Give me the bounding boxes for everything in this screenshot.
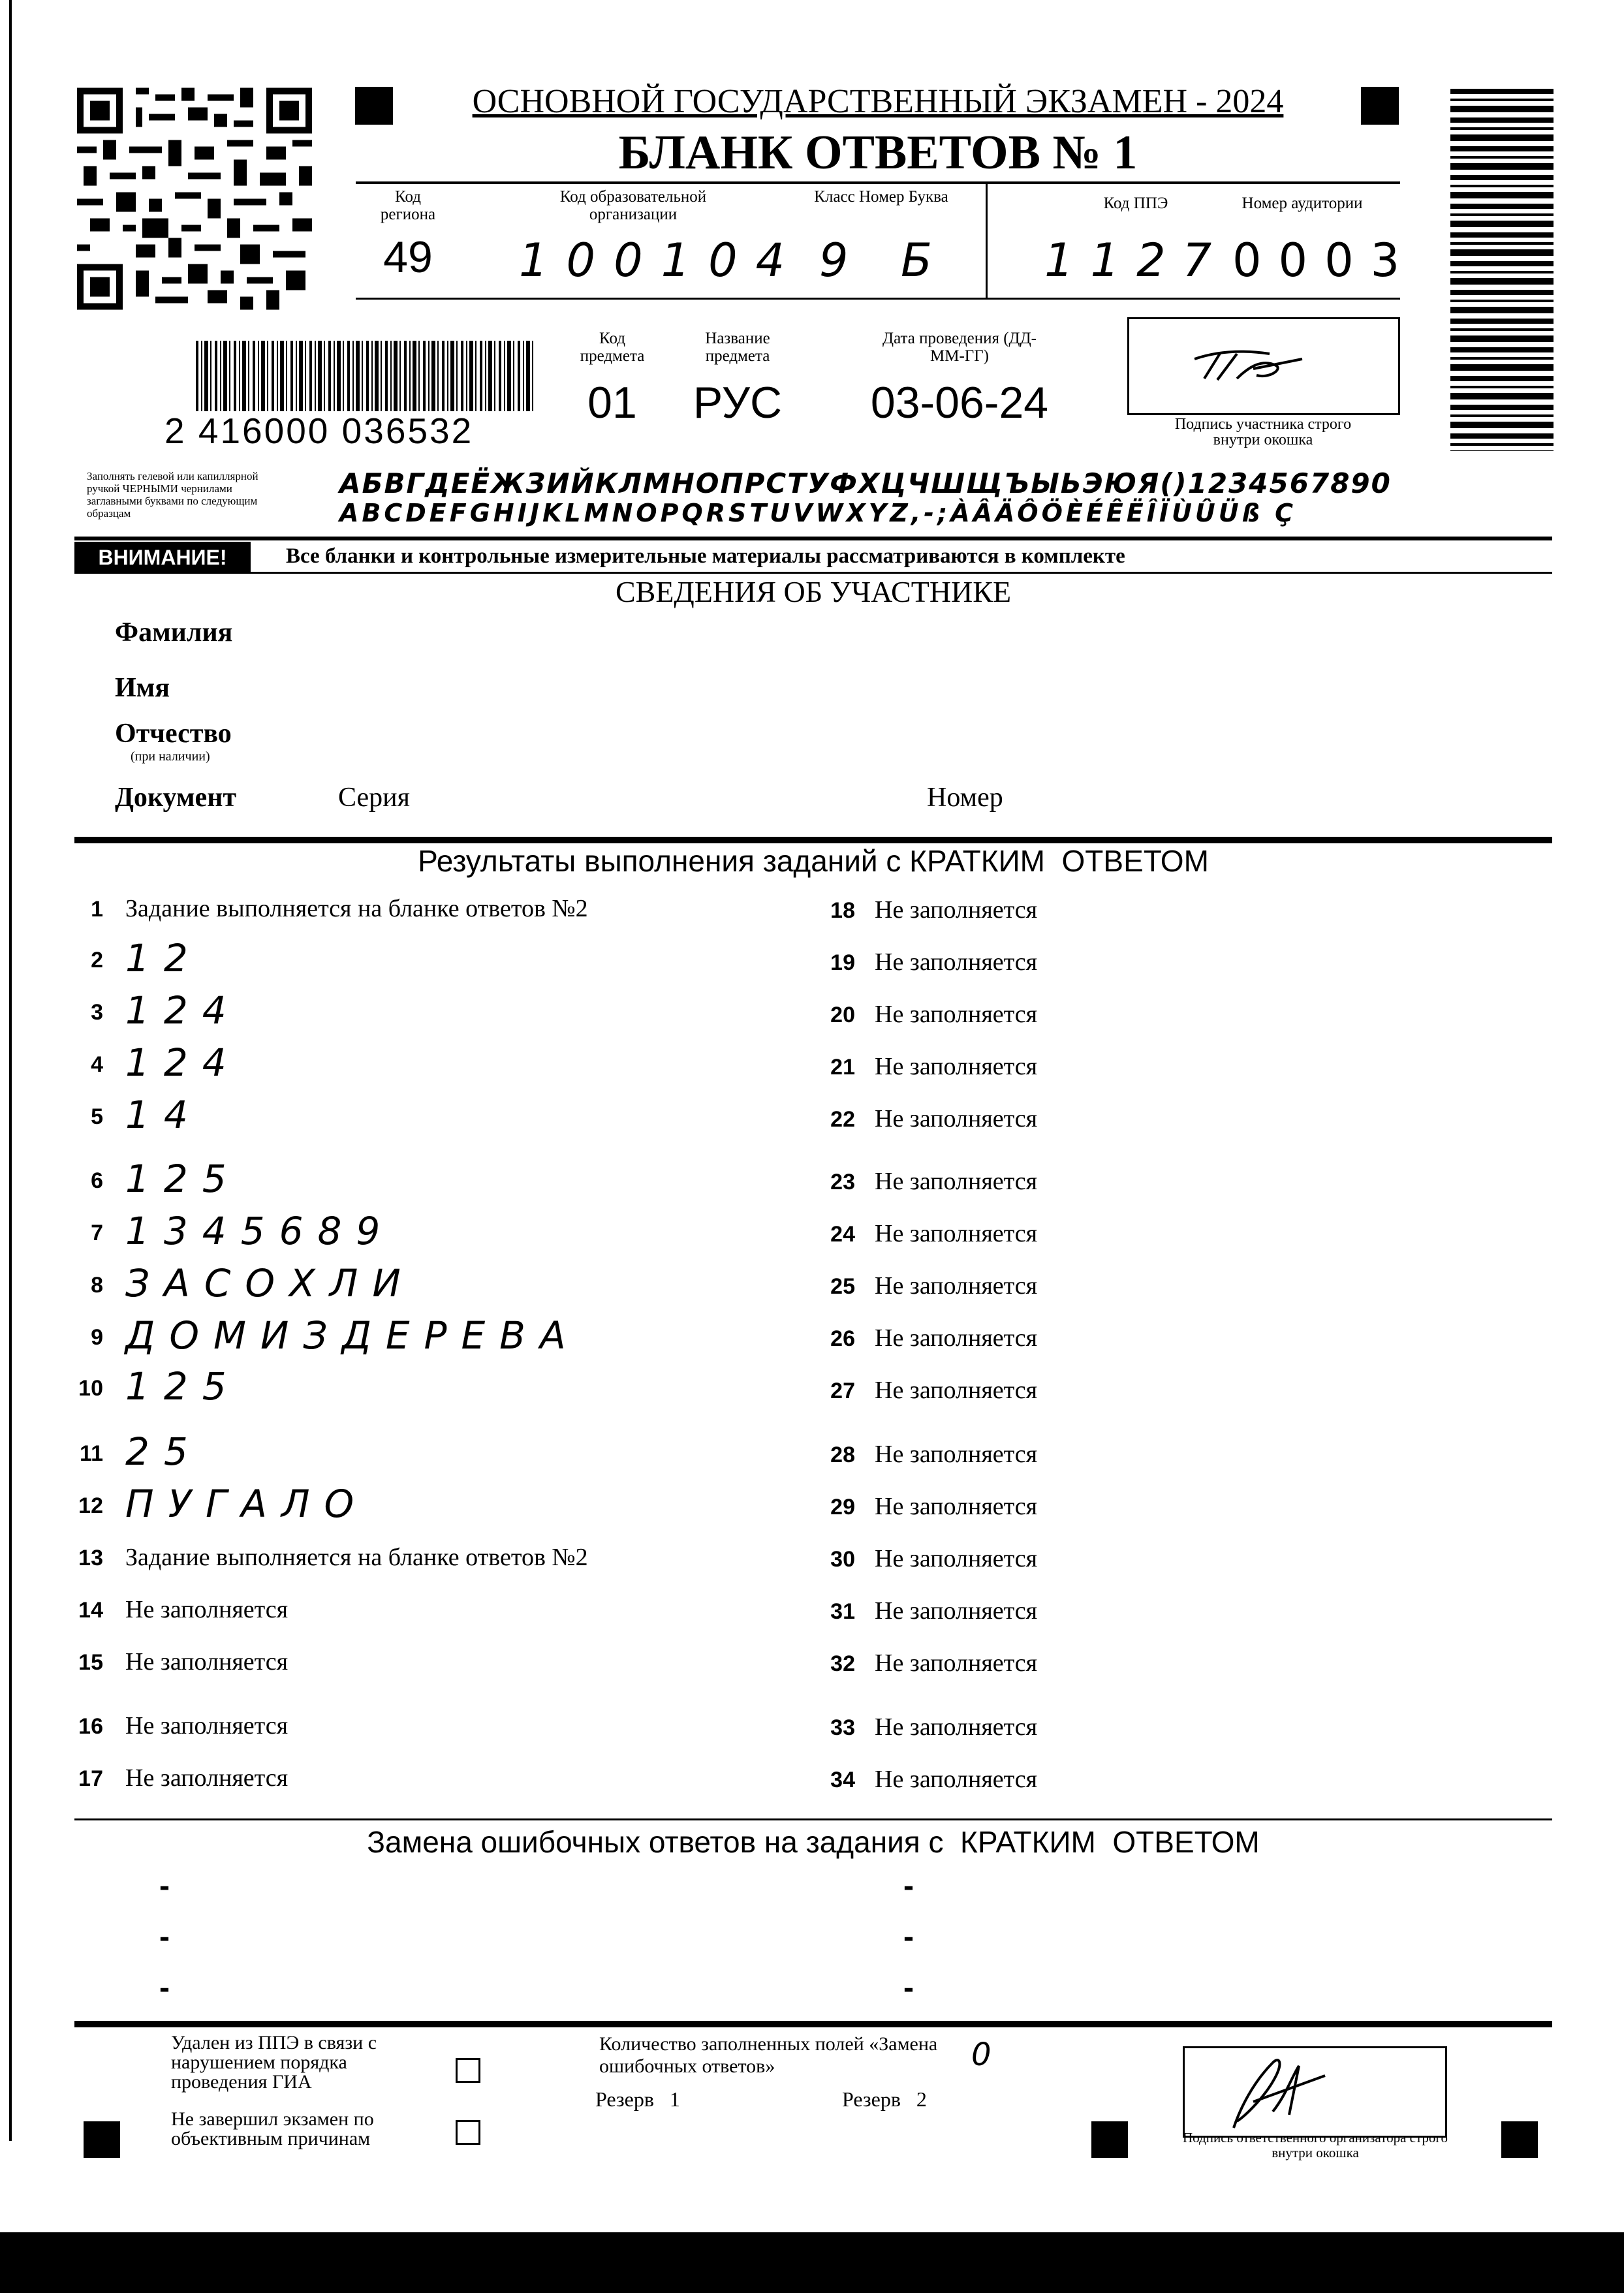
answer-number: 15 [78, 1650, 103, 1675]
answers-top-line [74, 837, 1552, 843]
answer-number: 23 [830, 1170, 855, 1194]
class-letter: Б [901, 234, 947, 287]
bottom-black-band [0, 2232, 1624, 2293]
answer-static-text: Не заполняется [875, 1220, 1038, 1247]
answer-handwritten[interactable]: ДОМИЗДЕРЕВА [125, 1313, 580, 1358]
answer-number: 1 [91, 897, 103, 922]
alignment-marker-top-left [355, 87, 393, 125]
surname-label: Фамилия [115, 617, 233, 647]
answer-number: 2 [91, 948, 103, 973]
warning-bottom-line [74, 572, 1552, 574]
answer-static-text: Не заполняется [875, 1001, 1038, 1028]
answer-number: 31 [830, 1599, 855, 1624]
participant-section-title: СВЕДЕНИЯ ОБ УЧАСТНИКЕ [615, 575, 1012, 608]
number-label: Номер [927, 783, 1003, 813]
sample-row-latin: ABCDEFGHIJKLMNOPQRSTUVWXYZ,-;ÀÂÄÔÖÈÉÊËÎÏÙÛÜß Ç [339, 499, 1297, 527]
replacement-dash-right-1[interactable]: - [903, 1869, 914, 1903]
answer-number: 16 [78, 1714, 103, 1739]
alignment-marker-bottom-middle [1091, 2121, 1128, 2158]
warning-text: Все бланки и контрольные измерительные материалы рассматриваются в комплекте [286, 544, 1125, 568]
replacement-section-title: Замена ошибочных ответов на задания с КРАТКИМ ОТВЕТОМ [367, 1825, 1260, 1859]
answer-static-text: Задание выполняется на бланке ответов №2 [125, 1544, 588, 1571]
room-label: Номер аудитории [1241, 195, 1363, 212]
answer-static-text: Не заполняется [875, 1545, 1038, 1572]
region-value: 49 [383, 232, 433, 282]
answer-static-text: Не заполняется [875, 1168, 1038, 1195]
region-label: Код региона [380, 188, 436, 223]
name-label: Имя [115, 673, 170, 703]
replacement-dash-left-3[interactable]: - [159, 1971, 170, 2005]
subject-code-label: Код предмета [580, 330, 645, 365]
answer-handwritten[interactable]: ЗАСОХЛИ [125, 1261, 415, 1305]
org-value: 100104 [519, 234, 804, 287]
answer-number: 8 [91, 1273, 103, 1298]
patronymic-label: Отчество [115, 719, 232, 749]
answer-number: 3 [91, 1000, 103, 1025]
answer-handwritten[interactable]: 12 [125, 936, 202, 980]
subject-name-value: РУС [693, 378, 783, 428]
answer-static-text: Не заполняется [875, 1649, 1038, 1677]
answer-number: 6 [91, 1168, 103, 1193]
answer-static-text: Не заполняется [125, 1764, 289, 1792]
answer-number: 11 [80, 1441, 103, 1466]
exam-date-value: 03-06-24 [870, 378, 1049, 428]
answer-static-text: Не заполняется [875, 1105, 1038, 1132]
answer-handwritten[interactable]: 124 [125, 1040, 241, 1085]
reserve2-label: Резерв 2 [842, 2087, 927, 2111]
replacement-dash-left-2[interactable]: - [159, 1920, 170, 1954]
not-finished-checkbox[interactable] [456, 2120, 480, 2145]
answer-static-text: Не заполняется [125, 1712, 289, 1739]
top-fields-top-line [356, 181, 1400, 184]
answer-handwritten[interactable]: 1345689 [125, 1209, 395, 1253]
class-number: 9 [819, 234, 863, 287]
answer-number: 19 [830, 950, 855, 975]
answer-number: 30 [830, 1547, 855, 1572]
replacement-dash-right-3[interactable]: - [903, 1971, 914, 2005]
participant-signature [1191, 339, 1309, 392]
answer-handwritten[interactable]: 125 [125, 1157, 241, 1201]
fill-instruction: Заполнять гелевой или капиллярной ручкой ЧЕРНЫМИ чернилами заглавными буквами по следующим образцам [87, 470, 258, 520]
answer-static-text: Не заполняется [875, 1272, 1038, 1300]
answer-static-text: Не заполняется [875, 1493, 1038, 1520]
answer-number: 26 [830, 1326, 855, 1351]
answer-handwritten[interactable]: 124 [125, 988, 241, 1033]
answer-number: 5 [91, 1104, 103, 1129]
answer-number: 28 [830, 1443, 855, 1467]
answer-handwritten[interactable]: ПУГАЛО [125, 1482, 369, 1526]
answer-number: 33 [830, 1715, 855, 1740]
answer-number: 34 [830, 1768, 855, 1792]
answers-section-title: Результаты выполнения заданий с КРАТКИМ ОТВЕТОМ [418, 844, 1209, 878]
reserve1-label: Резерв 1 [595, 2087, 680, 2111]
answer-number: 24 [830, 1222, 855, 1247]
answer-number: 29 [830, 1495, 855, 1520]
class-label: Класс Номер Буква [814, 188, 948, 206]
answer-number: 10 [78, 1376, 103, 1401]
not-finished-label: Не завершил экзамен по объективным причинам [171, 2108, 374, 2149]
answer-static-text: Не заполняется [125, 1596, 289, 1623]
footer-top-line [74, 2021, 1552, 2027]
answer-static-text: Не заполняется [125, 1648, 289, 1676]
answer-handwritten[interactable]: 25 [125, 1429, 202, 1474]
answer-static-text: Не заполняется [875, 1053, 1038, 1080]
answer-number: 12 [78, 1493, 103, 1518]
answer-number: 13 [78, 1546, 103, 1570]
answer-number: 17 [78, 1766, 103, 1791]
answer-static-text: Не заполняется [875, 1766, 1038, 1793]
answer-static-text: Не заполняется [875, 948, 1038, 976]
form-title: БЛАНК ОТВЕТОВ № 1 [618, 126, 1138, 179]
exam-date-label: Дата проведения (ДД-ММ-ГГ) [882, 330, 1037, 365]
answer-static-text: Задание выполняется на бланке ответов №2 [125, 895, 588, 922]
answer-number: 7 [91, 1221, 103, 1245]
top-fields-divider [986, 184, 988, 298]
organizer-signature-caption: Подпись ответственного организатора строго внутри окошка [1182, 2130, 1448, 2160]
removed-label: Удален из ППЭ в связи с нарушением порядка проведения ГИА [171, 2032, 377, 2093]
replacement-count-label: Количество заполненных полей «Замена ошибочных ответов» [599, 2033, 938, 2077]
removed-checkbox[interactable] [456, 2058, 480, 2083]
replacement-dash-left-1[interactable]: - [159, 1869, 170, 1903]
alignment-marker-top-right [1361, 87, 1399, 125]
answer-number: 27 [830, 1379, 855, 1403]
alignment-marker-bottom-right [1501, 2121, 1538, 2158]
answer-static-text: Не заполняется [875, 1441, 1038, 1468]
ppe-value: 1127 [1044, 234, 1229, 287]
answer-number: 4 [91, 1052, 103, 1077]
warning-badge: ВНИМАНИЕ! [74, 542, 251, 573]
org-label: Код образовательной организации [559, 188, 707, 223]
replacement-dash-right-2[interactable]: - [903, 1920, 914, 1954]
subject-name-label: Название предмета [705, 330, 770, 365]
warning-top-line [74, 537, 1552, 540]
alignment-marker-bottom-left [84, 2121, 120, 2158]
barcode-number: 2 416000 036532 [164, 411, 474, 451]
answer-static-text: Не заполняется [875, 1713, 1038, 1741]
replacement-count-value: 0 [971, 2036, 992, 2073]
exam-title: ОСНОВНОЙ ГОСУДАРСТВЕННЫЙ ЭКЗАМЕН - 2024 [472, 83, 1284, 120]
ppe-label: Код ППЭ [1103, 195, 1168, 212]
answer-static-text: Не заполняется [875, 1377, 1038, 1404]
answer-number: 21 [830, 1055, 855, 1080]
replacement-top-line [74, 1818, 1552, 1820]
sample-row-cyrillic: АБВГДЕЁЖЗИЙКЛМНОПРСТУФХЦЧШЩЪЫЬЭЮЯ()1234567890 [339, 467, 1392, 499]
document-label: Документ [115, 783, 237, 813]
answer-static-text: Не заполняется [875, 1324, 1038, 1352]
organizer-signature [1227, 2050, 1332, 2134]
answer-number: 14 [78, 1598, 103, 1623]
answer-handwritten[interactable]: 125 [125, 1364, 241, 1409]
page-left-border [9, 0, 12, 2141]
qr-code [77, 86, 312, 311]
barcode [196, 341, 534, 411]
answer-number: 22 [830, 1107, 855, 1132]
answer-number: 18 [830, 898, 855, 923]
answer-handwritten[interactable]: 14 [125, 1093, 202, 1137]
answer-number: 32 [830, 1651, 855, 1676]
answer-number: 20 [830, 1003, 855, 1027]
side-stacked-barcode [1450, 89, 1554, 451]
room-value: 0003 [1232, 234, 1417, 287]
series-label: Серия [338, 783, 410, 813]
answer-static-text: Не заполняется [875, 896, 1038, 924]
subject-code-value: 01 [587, 378, 637, 428]
answer-number: 25 [830, 1274, 855, 1299]
patronymic-note: (при наличии) [131, 749, 210, 764]
top-fields-bottom-line [356, 298, 1400, 300]
answer-static-text: Не заполняется [875, 1597, 1038, 1625]
answer-number: 9 [91, 1325, 103, 1350]
participant-signature-caption: Подпись участника строго внутри окошка [1174, 416, 1352, 448]
